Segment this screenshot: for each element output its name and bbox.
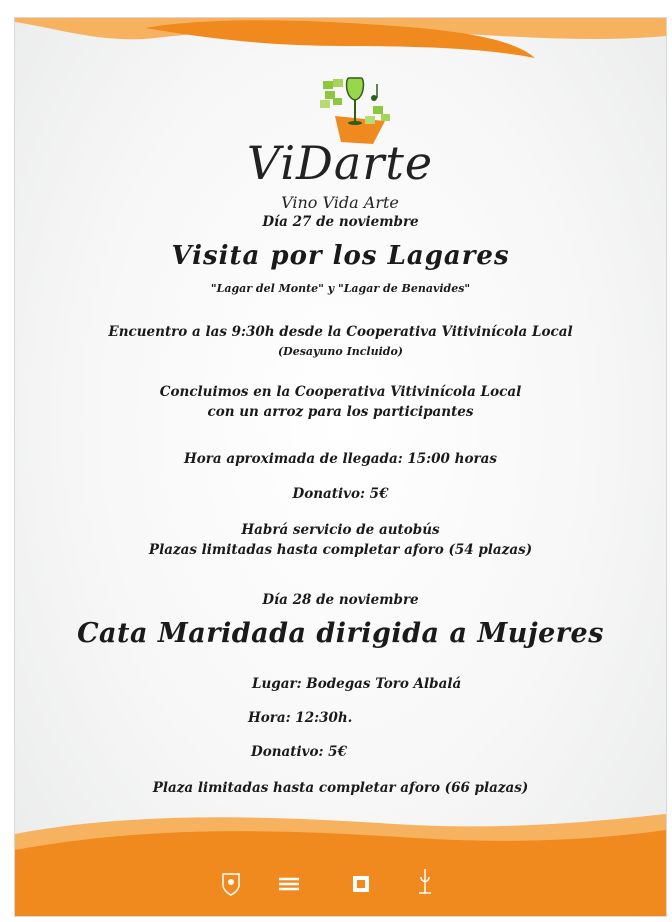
top-orange-wave	[15, 18, 666, 78]
day1-meeting: Encuentro a las 9:30h desde la Cooperativa Vitivinícola Local	[108, 324, 573, 340]
sponsor-logos	[15, 863, 666, 908]
day2-title: Cata Maridada dirigida a Mujeres	[77, 618, 604, 649]
day2-places: Plaza limitadas hasta completar aforo (66 plazas)	[152, 780, 529, 796]
day1-date: Día 27 de noviembre	[262, 214, 419, 230]
poster-page	[14, 17, 667, 917]
council-crest-icon	[220, 871, 242, 897]
day1-title: Visita por los Lagares	[171, 241, 510, 271]
vidarte-logo	[220, 76, 460, 221]
day1-bus: Habrá servicio de autobús	[241, 522, 440, 538]
day1-closing-line2: con un arroz para los participantes	[207, 404, 474, 420]
day2-time: Hora: 12:30h.	[248, 710, 353, 726]
day2-donation: Donativo: 5€	[251, 744, 347, 760]
day2-place: Lugar: Bodegas Toro Albalá	[252, 676, 462, 692]
diputacion-logo-icon	[352, 875, 370, 893]
day1-places: Plazas limitadas hasta completar aforo (54 plazas)	[148, 542, 533, 558]
day1-breakfast: (Desayuno Incluido)	[277, 345, 404, 358]
montilla-moriles-logo-icon	[415, 867, 435, 897]
day2-date: Día 28 de noviembre	[262, 592, 419, 608]
brand-name: ViDarte	[246, 136, 434, 190]
brand-tagline: Vino Vida Arte	[281, 193, 399, 212]
day1-donation: Donativo: 5€	[292, 486, 389, 502]
day1-closing-line1: Concluimos en la Cooperativa Vitivinícola Local	[159, 384, 522, 400]
day1-arrival: Hora aproximada de llegada: 15:00 horas	[184, 451, 497, 467]
iprodeco-logo-icon	[277, 871, 301, 897]
day1-subtitle: "Lagar del Monte" y "Lagar de Benavides"	[210, 282, 471, 295]
